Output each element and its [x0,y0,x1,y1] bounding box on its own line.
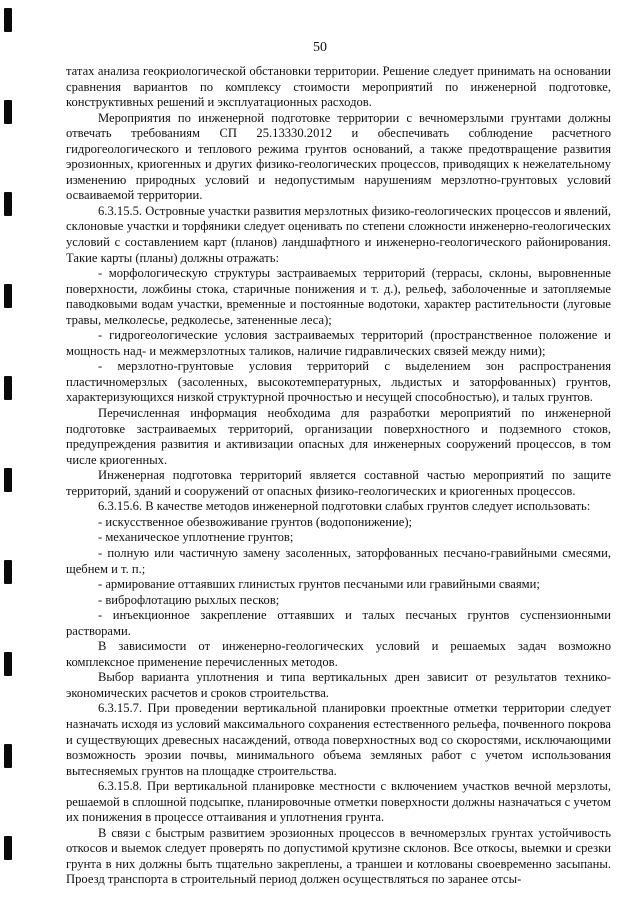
paragraph: В зависимости от инженерно-геологических условий и решаемых задач возможно комплексное применение перечисленных методов. [66,639,611,669]
binding-mark [4,192,12,216]
binding-mark [4,376,12,400]
paragraph: 6.3.15.8. При вертикальной планировке местности с включением участков вечной мерзлоты, решаемой в сплошной подсыпке, планировочные отметки поверхности должны назначаться с учетом их понижения в процессе оттаивания и уплотнения грунта. [66,779,611,825]
binding-mark [4,744,12,768]
list-item: - гидрогеологические условия застраиваемых территорий (пространственное положение и мощность над- и межмерзлотных таликов, наличие гидравлических связей между ними); [66,328,611,358]
binding-mark [4,8,12,32]
list-item: - морфологическую структуры застраиваемых территорий (террасы, склоны, выровненные поверхности, ложбины стока, старичные понижения и т. д.), рельеф, заболоченные и затопляемые паводковыми водам участки, временные и постоянные водотоки, характер растительности (луговые травы, мелколесье, редколесье, затененные леса); [66,266,611,327]
paragraph: 6.3.15.6. В качестве методов инженерной подготовки слабых грунтов следует использовать: [98,499,591,514]
list-item: - инъекционное закрепление оттаявших и талых песчаных грунтов суспензионными растворами. [66,608,611,638]
list-item: - мерзлотно-грунтовые условия территорий с выделением зон распространения пластичномерзлых (засоленных, высокотемпературных, льдистых и заторфованных) грунтов, характеризующихся низкой структурной прочностью и несущей способностью), и талых грунтов. [66,359,611,405]
list-item: - виброфлотацию рыхлых песков; [98,592,280,607]
list-item: - армирование оттаявших глинистых грунтов песчаными или гравийными сваями; [98,577,540,592]
paragraph: татах анализа геокриологической обстановки территории. Решение следует принимать на основании сравнения вариантов по комплексу стоимости мероприятий по инженерной подготовке, конструктивных решений и эксплуатационных расходов. [66,64,611,110]
paragraph: Мероприятия по инженерной подготовке территории с вечномерзлыми грунтами должны отвечать требованиям СП 25.13330.2012 и обеспечивать соблюдение расчетного гидрогеологического и теплового режима грунтов оснований, а также предотвращение развития эрозионных, криогенных и других физико-геологических процессов, приводящих к нежелательному изменению природных условий и недопустимым нарушениям мерзлотно-грунтовых условий осваиваемой территории. [66,110,611,203]
binding-mark [4,100,12,124]
list-item: - механическое уплотнение грунтов; [98,530,294,545]
binding-mark [4,836,12,860]
page-number: 50 [313,40,327,55]
paragraph: Перечисленная информация необходима для разработки мероприятий по инженерной подготовке застраиваемых территорий, организации поверхностного и подземного стоков, предупреждения развития и активизации опасных для инженерных сооружений процессов, в том числе криогенных. [66,406,611,467]
list-item: - искусственное обезвоживание грунтов (водопонижение); [98,514,413,529]
list-item: - полную или частичную замену засоленных, заторфованных песчано-гравийными смесями, щебнем и т. п.; [66,545,611,576]
paragraph: 6.3.15.5. Островные участки развития мерзлотных физико-геологических процессов и явлений, склоновые участки и торфяники следует оценивать по степени сложности инженерно-геологических условий с составлением карт (планов) ландшафтного и инженерно-геологического районирования. Такие карты (планы) должны отражать: [66,203,611,265]
paragraph: Инженерная подготовка территорий является составной частью мероприятий по защите территорий, зданий и сооружений от опасных физико-геологических и криогенных процессов. [66,468,611,498]
binding-mark [4,284,12,308]
body-text [66,64,611,888]
binding-marks [4,0,14,905]
binding-mark [4,560,12,584]
paragraph: 6.3.15.7. При проведении вертикальной планировки проектные отметки территории следует назначать исходя из условий максимального сохранения естественного рельефа, почвенного покрова и существующих древесных насаждений, отвода поверхностных вод со скоростями, исключающими возможность эрозии почвы, минимального объема земляных работ с учетом использования вытесняемых грунтов на площадке строительства. [66,701,611,778]
paragraph: Выбор варианта уплотнения и типа вертикальных дрен зависит от результатов технико-экономических расчетов и сроков строительства. [66,670,611,700]
paragraph: В связи с быстрым развитием эрозионных процессов в вечномерзлых грунтах устойчивость откосов и выемок следует проверять по допустимой крутизне склонов. Все откосы, выемки и срезки грунта в них должны быть тщательно закреплены, а траншеи и котлованы своевременно засыпаны. Проезд транспорта в строительный период должен осуществляться по заранее отсы- [66,825,611,887]
binding-mark [4,468,12,492]
binding-mark [4,652,12,676]
